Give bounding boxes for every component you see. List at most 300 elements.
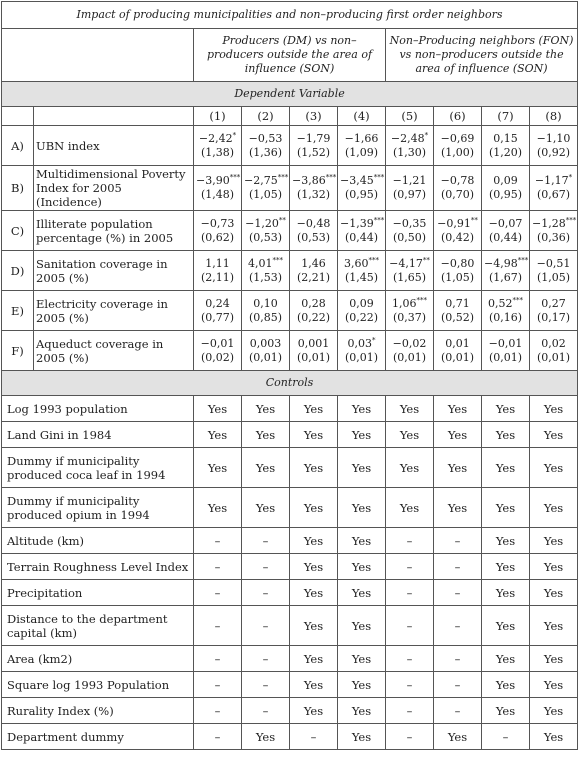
coefficient-line [436,257,479,271]
coefficient-line [196,174,239,188]
coefficient-cell [338,211,386,251]
coefficient-line [388,257,431,271]
control-value: Yes [482,672,530,698]
coefficient-line [484,337,527,351]
coefficient-value: −1,28 [532,216,566,230]
standard-error: (1,05) [440,270,475,284]
control-value: Yes [482,422,530,448]
coefficient-cell [434,251,482,291]
control-value: Yes [530,672,578,698]
control-value: Yes [290,672,338,698]
coefficient-line [340,217,383,231]
coefficient-value: 0,28 [301,296,326,310]
control-value: – [242,672,290,698]
significance-stars: *** [373,215,385,224]
significance-stars: *** [373,173,385,182]
coefficient-cell [194,331,242,371]
coefficient-value: 0,03 [347,336,372,350]
control-value: – [386,646,434,672]
control-value: – [434,606,482,646]
standard-error: (0,42) [440,230,475,244]
coefficient-cell [434,166,482,211]
control-row [2,554,578,580]
coefficient-value: −0,48 [296,216,331,230]
column-number: (1) [194,107,242,126]
control-value: – [386,528,434,554]
coefficient-cell [242,211,290,251]
coefficient-value: 0,27 [541,296,566,310]
coefficient-line [340,132,383,146]
significance-stars: *** [325,173,337,182]
section-row-dependent [2,82,578,107]
control-row [2,580,578,606]
coefficient-cell [482,166,530,211]
control-value: – [386,580,434,606]
control-value: Yes [386,396,434,422]
coefficient-value: 0,09 [493,174,518,187]
standard-error: (0,67) [536,188,571,201]
control-value: Yes [482,396,530,422]
group-header-producers: Producers (DM) vs non–producers outside the area of influence (SON) [194,29,386,82]
control-value: – [434,554,482,580]
coefficient-line [196,217,239,231]
control-value: – [386,672,434,698]
coefficient-cell [530,211,578,251]
significance-stars: *** [277,173,289,182]
control-value: – [194,580,242,606]
control-row [2,488,578,528]
row-label: Illiterate population percentage (%) in 2005 [34,211,194,251]
coefficient-cell [338,126,386,166]
coefficient-value: −1,21 [392,174,427,187]
control-row [2,646,578,672]
control-row [2,698,578,724]
coefficient-line [292,297,335,311]
control-label: Department dummy [2,724,194,750]
coefficient-cell [530,331,578,371]
standard-error: (1,67) [488,270,523,284]
coefficient-cell [482,251,530,291]
control-value: – [242,528,290,554]
control-value: – [434,528,482,554]
standard-error: (1,52) [296,145,331,159]
control-value: Yes [242,396,290,422]
coefficient-line [388,297,431,311]
control-row [2,724,578,750]
control-value: Yes [530,580,578,606]
dependent-row [2,291,578,331]
coefficient-value: −2,48 [390,131,425,145]
coefficient-value: 0,15 [493,131,518,145]
control-value: Yes [290,448,338,488]
control-value: Yes [434,488,482,528]
standard-error: (1,36) [248,145,283,159]
coefficient-value: 0,01 [445,336,470,350]
coefficient-line [244,217,287,231]
column-number: (8) [530,107,578,126]
control-value: Yes [530,606,578,646]
coefficient-cell [482,211,530,251]
row-letter: B) [2,166,34,211]
coefficient-line [244,297,287,311]
control-value: Yes [290,422,338,448]
dependent-row [2,166,578,211]
control-value: Yes [530,396,578,422]
control-value: Yes [434,448,482,488]
coefficient-line [292,132,335,146]
coefficient-value: −0,01 [488,336,523,350]
coefficient-value: −1,79 [296,131,331,145]
control-value: – [194,646,242,672]
significance-stars: *** [368,255,379,264]
section-header-dependent: Dependent Variable [2,82,578,107]
row-label: Electricity coverage in 2005 (%) [34,291,194,331]
regression-table [1,1,578,750]
coefficient-cell [242,291,290,331]
dependent-row [2,331,578,371]
row-letter: A) [2,126,34,166]
standard-error: (0,16) [488,310,523,324]
coefficient-line [388,132,431,146]
standard-error: (0,22) [296,310,331,324]
significance-stars: *** [416,295,427,304]
control-value: Yes [242,724,290,750]
standard-error: (0,97) [392,188,427,201]
significance-stars: ** [470,215,478,224]
standard-error: (1,00) [440,145,475,159]
standard-error: (0,36) [536,230,571,244]
standard-error: (1,20) [488,145,523,159]
coefficient-value: 0,09 [349,296,374,310]
coefficient-value: −4,17 [389,256,423,270]
control-value: Yes [290,646,338,672]
row-label: Multidimensional Poverty Index for 2005 (Incidence) [34,166,194,211]
control-row [2,528,578,554]
coefficient-cell [338,291,386,331]
control-value: Yes [338,724,386,750]
significance-stars: *** [517,255,529,264]
coefficient-cell [194,126,242,166]
coefficient-line [244,337,287,351]
control-label: Dummy if municipality produced coca leaf in 1994 [2,448,194,488]
control-value: – [242,698,290,724]
standard-error: (0,01) [344,350,379,364]
standard-error: (2,11) [200,270,235,284]
control-value: – [386,698,434,724]
control-value: Yes [482,554,530,580]
control-value: – [434,580,482,606]
standard-error: (0,95) [344,188,379,201]
coefficient-value: 0,24 [205,296,230,310]
dependent-row [2,251,578,291]
coefficient-cell [290,126,338,166]
significance-stars: ** [278,215,286,224]
control-value: Yes [530,488,578,528]
coefficient-line [244,174,287,188]
standard-error: (1,53) [248,270,283,284]
control-label: Distance to the department capital (km) [2,606,194,646]
coefficient-value: 0,71 [445,296,470,310]
control-label: Area (km2) [2,646,194,672]
standard-error: (1,48) [200,188,235,201]
coefficient-value: −1,39 [340,216,374,230]
group-header-neighbors: Non–Producing neighbors (FON) vs non–producers outside the area of influence (SON) [386,29,578,82]
coefficient-cell [530,291,578,331]
coefficient-value: −0,07 [488,216,523,230]
coefficient-value: −1,10 [536,131,571,145]
coefficient-line [436,337,479,351]
coefficient-value: 1,11 [205,256,230,270]
coefficient-cell [386,291,434,331]
group-header-blank [2,29,194,82]
coefficient-value: −1,66 [344,131,379,145]
standard-error: (0,53) [248,230,283,244]
control-value: Yes [290,554,338,580]
column-number: (2) [242,107,290,126]
coefficient-line [340,297,383,311]
coefficient-value: −4,98 [484,256,518,270]
coefficient-cell [530,126,578,166]
coefficient-cell [338,331,386,371]
coefficient-cell [194,166,242,211]
column-number-row [2,107,578,126]
control-value: – [242,646,290,672]
coefficient-cell [194,291,242,331]
control-value: Yes [530,422,578,448]
control-label: Land Gini in 1984 [2,422,194,448]
significance-stars: * [232,130,237,139]
control-value: Yes [386,422,434,448]
coefficient-line [292,337,335,351]
row-label: Sanitation coverage in 2005 (%) [34,251,194,291]
coefficient-cell [290,251,338,291]
control-value: Yes [290,606,338,646]
table-body [2,2,578,750]
standard-error: (0,85) [248,310,283,324]
control-value: – [482,724,530,750]
coefficient-cell [386,126,434,166]
control-value: Yes [338,580,386,606]
coefficient-cell [242,331,290,371]
coefficient-line [484,174,527,188]
standard-error: (0,70) [440,188,475,201]
coefficient-cell [482,331,530,371]
significance-stars: * [568,173,573,182]
standard-error: (1,32) [296,188,331,201]
standard-error: (0,01) [248,350,283,364]
standard-error: (0,95) [488,188,523,201]
control-value: Yes [482,488,530,528]
row-letter: E) [2,291,34,331]
control-value: – [434,698,482,724]
control-row [2,448,578,488]
column-number: (3) [290,107,338,126]
control-value: Yes [482,698,530,724]
control-value: Yes [194,422,242,448]
coefficient-line [484,257,527,271]
coefficient-value: −0,01 [200,336,235,350]
standard-error: (0,44) [344,230,379,244]
coefficient-line [196,297,239,311]
control-row [2,606,578,646]
coefficient-line [436,297,479,311]
significance-stars: * [424,130,429,139]
coefficient-line [292,257,335,271]
column-number: (7) [482,107,530,126]
coefficient-value: −0,53 [248,131,283,145]
standard-error: (0,44) [488,230,523,244]
coefficient-cell [530,166,578,211]
standard-error: (1,09) [344,145,379,159]
standard-error: (0,92) [536,145,571,159]
coefficient-value: 3,60 [344,256,369,270]
coefficient-cell [194,251,242,291]
control-value: – [242,554,290,580]
standard-error: (1,30) [392,145,427,159]
control-value: Yes [242,422,290,448]
control-label: Precipitation [2,580,194,606]
standard-error: (0,77) [200,310,235,324]
control-value: Yes [338,528,386,554]
standard-error: (2,21) [296,270,331,284]
significance-stars: *** [565,215,577,224]
control-value: – [242,580,290,606]
control-value: Yes [482,646,530,672]
standard-error: (0,02) [200,350,235,364]
control-value: – [290,724,338,750]
control-value: Yes [338,396,386,422]
control-value: – [194,724,242,750]
dependent-row [2,126,578,166]
control-label: Square log 1993 Population [2,672,194,698]
significance-stars: *** [272,255,283,264]
coefficient-line [532,297,575,311]
table-title: Impact of producing municipalities and non–producing first order neighbors [2,2,578,29]
coefficient-line [436,174,479,188]
control-value: – [194,606,242,646]
coefficient-value: 4,01 [248,256,273,270]
coefficient-value: −3,86 [292,174,326,187]
control-value: – [194,554,242,580]
coefficient-value: −0,35 [392,216,427,230]
coefficient-value: −3,90 [196,174,230,187]
control-value: Yes [194,488,242,528]
column-number-blank [2,107,34,126]
control-label: Dummy if municipality produced opium in 1994 [2,488,194,528]
standard-error: (1,38) [200,145,235,159]
standard-error: (1,05) [536,270,571,284]
control-row [2,396,578,422]
coefficient-value: −0,51 [536,256,571,270]
coefficient-value: −0,91 [437,216,471,230]
standard-error: (1,65) [392,270,427,284]
coefficient-line [532,337,575,351]
control-value: Yes [434,422,482,448]
coefficient-cell [434,291,482,331]
control-value: – [194,698,242,724]
standard-error: (0,01) [488,350,523,364]
significance-stars: *** [229,173,241,182]
coefficient-value: 0,10 [253,296,278,310]
coefficient-line [388,174,431,188]
coefficient-cell [386,251,434,291]
standard-error: (0,52) [440,310,475,324]
coefficient-cell [386,331,434,371]
dependent-row [2,211,578,251]
standard-error: (0,01) [392,350,427,364]
coefficient-value: −1,20 [245,216,279,230]
coefficient-cell [290,211,338,251]
coefficient-cell [386,211,434,251]
coefficient-cell [290,291,338,331]
coefficient-cell [482,126,530,166]
row-label: Aqueduct coverage in 2005 (%) [34,331,194,371]
coefficient-value: −1,17 [534,174,569,187]
coefficient-cell [242,166,290,211]
control-value: – [194,672,242,698]
coefficient-value: 0,52 [488,296,513,310]
coefficient-value: 0,02 [541,336,566,350]
column-number: (4) [338,107,386,126]
coefficient-value: −3,45 [340,174,374,187]
coefficient-line [436,132,479,146]
coefficient-cell [386,166,434,211]
coefficient-line [532,257,575,271]
control-value: Yes [338,448,386,488]
coefficient-value: 0,003 [249,336,282,350]
standard-error: (0,01) [440,350,475,364]
coefficient-line [532,132,575,146]
control-value: Yes [530,698,578,724]
control-value: Yes [386,448,434,488]
section-header-controls: Controls [2,371,578,396]
coefficient-value: 1,06 [392,296,417,310]
control-label: Terrain Roughness Level Index [2,554,194,580]
coefficient-line [196,132,239,146]
row-letter: C) [2,211,34,251]
control-value: – [242,606,290,646]
column-number: (5) [386,107,434,126]
control-value: Yes [434,396,482,422]
control-label: Log 1993 population [2,396,194,422]
control-value: – [386,554,434,580]
coefficient-value: −0,69 [440,131,475,145]
control-value: Yes [338,422,386,448]
standard-error: (1,05) [248,188,283,201]
column-number-blank [34,107,194,126]
control-value: – [386,606,434,646]
coefficient-cell [290,166,338,211]
coefficient-line [532,217,575,231]
control-value: Yes [242,488,290,528]
control-value: Yes [290,580,338,606]
control-value: Yes [530,646,578,672]
coefficient-line [292,174,335,188]
coefficient-line [532,174,575,188]
coefficient-line [340,174,383,188]
control-row [2,672,578,698]
significance-stars: *** [512,295,523,304]
control-value: Yes [242,448,290,488]
coefficient-line [484,217,527,231]
coefficient-line [244,257,287,271]
control-value: – [194,528,242,554]
control-value: Yes [482,448,530,488]
coefficient-line [292,217,335,231]
coefficient-line [244,132,287,146]
control-value: Yes [290,396,338,422]
control-label: Altitude (km) [2,528,194,554]
